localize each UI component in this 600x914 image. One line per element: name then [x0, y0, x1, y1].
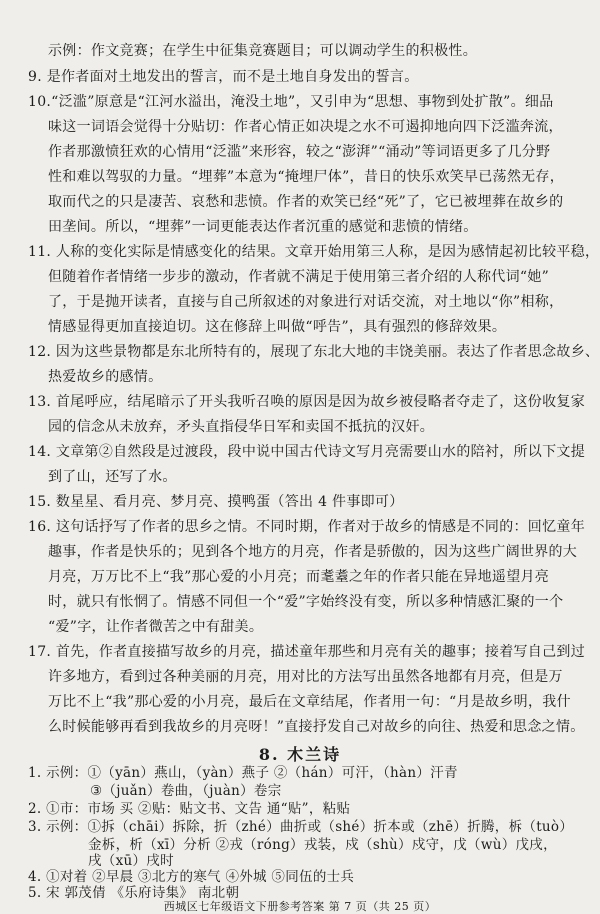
text-line: 味这一词语会觉得十分贴切：作者心情正如决堤之水不可遏抑地向四下泛滥奔流， — [48, 119, 563, 135]
page-footer: 西城区七年级语文下册参考答案 第 7 页（共 25 页） — [163, 900, 437, 913]
text-line: 1. 示例：①（yān）燕山，（yàn）燕子 ②（hán）可汗，（hàn）汗青 — [28, 765, 458, 781]
text-line: 示例：作文竞赛；在学生中征集竞赛题目；可以调动学生的积极性。 — [48, 43, 477, 59]
text-line: 戌（xū）戌时 — [88, 853, 174, 869]
text-line: 园的信念从未放弃，矛头直指侵华日军和卖国不抵抗的汉奸。 — [48, 419, 435, 435]
text-line: ③（juǎn）卷曲，（juàn）卷宗 — [90, 783, 282, 799]
text-line: 16. 这句话抒写了作者的思乡之情。不同时期，作者对于故乡的情感是不同的：回忆童年 — [28, 519, 586, 535]
text-line: 么时候能够再看到我故乡的月亮呀！”直接抒发自己对故乡的向往、热爱和思念之情。 — [48, 719, 585, 735]
text-line: 性和难以驾驭的力量。“埋葬”本意为“掩埋尸体”，昔日的快乐欢笑早已荡然无存， — [48, 169, 565, 185]
text-line: 许多地方，看到过各种美丽的月亮，用对比的方法写出虽然各地都有月亮，但是万 — [48, 669, 563, 685]
text-line: 趣事，作者是快乐的；见到各个地方的月亮，作者是骄傲的，因为这些广阔世界的大 — [48, 544, 578, 560]
text-line: 月亮，万万比不上“我”那心爱的小月亮；而耄耋之年的作者只能在异地遥望月亮 — [48, 569, 550, 585]
text-line: 取而代之的只是凄苦、哀愁和悲愤。作者的欢笑已经“死”了，它已被埋葬在故乡的 — [48, 194, 564, 210]
text-line: 17. 首先，作者直接描写故乡的月亮，描述童年那些和月亮有关的趣事；接着写自己到过 — [28, 644, 586, 660]
text-line: 14. 文章第②自然段是过渡段，段中说中国古代诗文写月亮需要山水的陪衬，所以下文提 — [28, 444, 586, 460]
text-line: 时，就只有怅惘了。情感不同但一个“爱”字始终没有变，所以多种情感汇聚的一个 — [48, 594, 564, 610]
section-title: 8. 木兰诗 — [258, 745, 342, 764]
text-line: 万比不上“我”那心爱的小月亮，最后在文章结尾，作者用一句：“月是故乡明，我什 — [48, 694, 571, 710]
text-line: 5. 宋 郭茂倩 《乐府诗集》 南北朝 — [28, 885, 240, 901]
text-line: “爱”字，让作者微苦之中有甜美。 — [48, 619, 264, 635]
text-line: 9. 是作者面对土地发出的誓言，而不是土地自身发出的誓言。 — [28, 69, 419, 85]
text-line: 到了山，还写了水。 — [48, 469, 177, 485]
text-line: 15. 数星星、看月亮、梦月亮、摸鸭蛋（答出 4 件事即可） — [28, 494, 404, 510]
text-line: 4. ①对着 ②早晨 ③北方的寒气 ④外城 ⑤同伍的士兵 — [28, 869, 355, 885]
text-line: 3. 示例：①拆（chāi）拆除，折（zhé）曲折或（shé）折本或（zhē）折腾，柝（tuò） — [28, 819, 574, 835]
text-line: 11. 人称的变化实际是情感变化的结果。文章开始用第三人称，是因为感情起初比较平稳， — [28, 244, 600, 260]
text-line: 作者那激愤狂欢的心情用“泛滥”来形容，较之“澎湃”“涌动”等词语更多了几分野 — [48, 144, 551, 160]
text-line: 2. ①市：市场 买 ②贴：贴文书、文告 通“贴”，粘贴 — [28, 801, 351, 817]
text-line: 热爱故乡的感情。 — [48, 369, 163, 385]
text-line: 13. 首尾呼应，结尾暗示了开头我听召唤的原因是因为故乡被侵略者夺走了，这份收复家 — [28, 394, 586, 410]
text-line: 金柝，析（xī）分析 ②戎（róng）戎装，戍（shù）戍守，戊（wù）戊戌， — [88, 837, 557, 853]
text-line: 情感显得更加直接迫切。这在修辞上叫做“呼告”，具有强烈的修辞效果。 — [48, 319, 507, 335]
text-line: 12. 因为这些景物都是东北所特有的，展现了东北大地的丰饶美丽。表达了作者思念故乡、 — [28, 344, 600, 360]
text-line: 但随着作者情绪一步步的激动，作者就不满足于使用第三者介绍的人称代词“她” — [48, 269, 550, 285]
text-line: 10.“泛滥”原意是“江河水溢出，淹没土地”，又引申为“思想、事物到处扩散”。细品 — [28, 94, 554, 110]
text-line: 田垄间。所以，“埋葬”一词更能表达作者沉重的感觉和悲愤的情绪。 — [48, 219, 478, 235]
text-line: 了，于是抛开读者，直接与自己所叙述的对象进行对话交流，对土地以“你”相称， — [48, 294, 564, 310]
